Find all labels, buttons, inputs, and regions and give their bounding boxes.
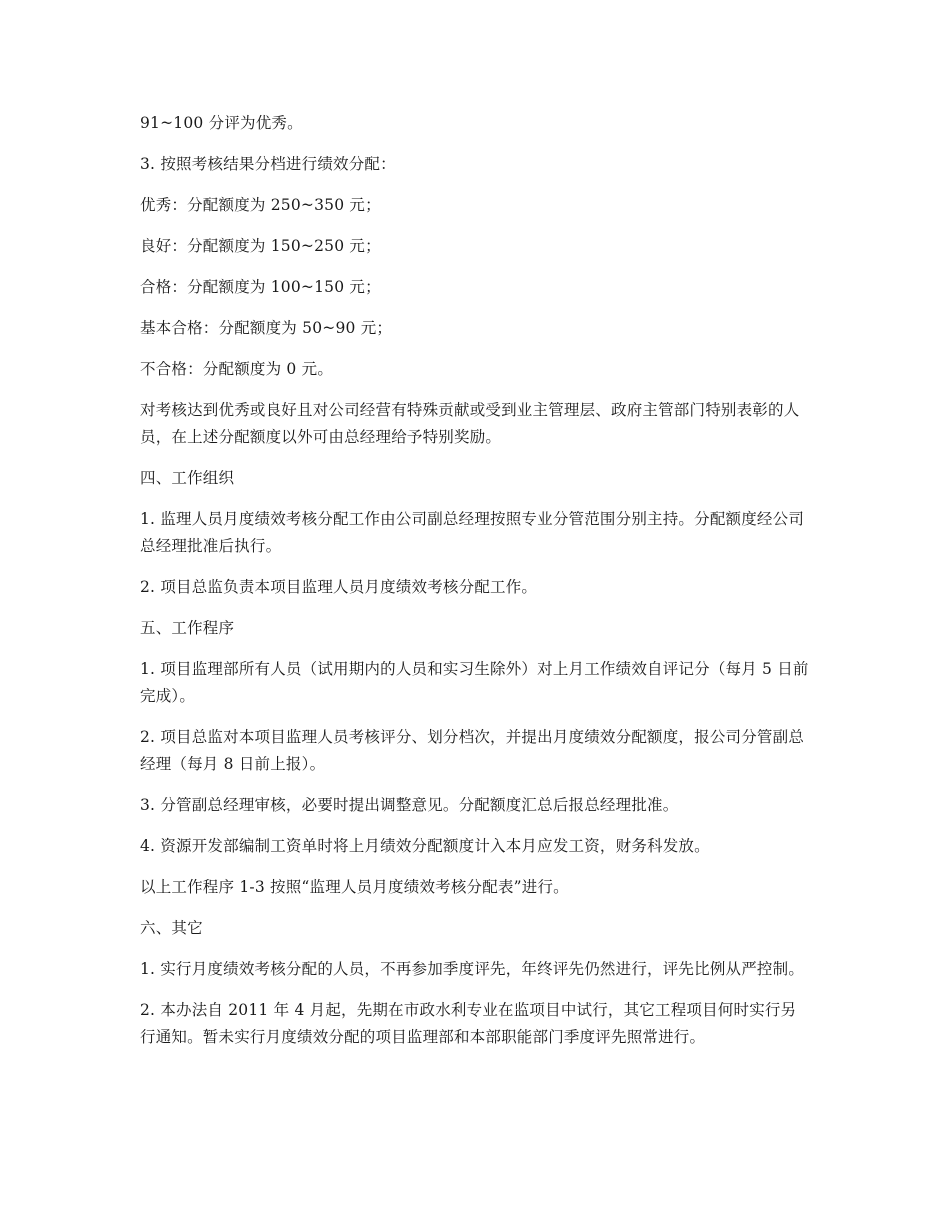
paragraph-other-2: 2. 本办法自 2011 年 4 月起，先期在市政水利专业在监项目中试行，其它工程项目何时实行另行通知。暂未实行月度绩效分配的项目监理部和本部职能部门季度评先照常进行。 [140, 1001, 797, 1046]
section-heading-procedure: 五、工作程序 [140, 619, 235, 637]
paragraph-excellent-range: 91~100 分评为优秀。 [140, 114, 303, 132]
paragraph-good-amount: 良好：分配额度为 150~250 元； [140, 237, 381, 255]
paragraph-procedure-note: 以上工作程序 1-3 按照“监理人员月度绩效考核分配表”进行。 [140, 878, 569, 896]
section-heading-organization: 四、工作组织 [140, 469, 235, 487]
paragraph-procedure-4: 4. 资源开发部编制工资单时将上月绩效分配额度计入本月应发工资，财务科发放。 [140, 837, 710, 855]
paragraph-excellent-amount: 优秀：分配额度为 250~350 元； [140, 196, 381, 214]
paragraph-basic-pass-amount: 基本合格：分配额度为 50~90 元； [140, 319, 393, 337]
paragraph-fail-amount: 不合格：分配额度为 0 元。 [140, 360, 334, 378]
paragraph-distribution-rule: 3. 按照考核结果分档进行绩效分配： [140, 155, 396, 173]
paragraph-organization-2: 2. 项目总监负责本项目监理人员月度绩效考核分配工作。 [140, 578, 538, 596]
paragraph-pass-amount: 合格：分配额度为 100~150 元； [140, 278, 381, 296]
paragraph-procedure-1: 1. 项目监理部所有人员（试用期内的人员和实习生除外）对上月工作绩效自评记分（每月 5 日前完成）。 [140, 660, 809, 705]
paragraph-special-reward: 对考核达到优秀或良好且对公司经营有特殊贡献或受到业主管理层、政府主管部门特别表彰的人员，在上述分配额度以外可由总经理给予特别奖励。 [140, 401, 800, 446]
section-heading-other: 六、其它 [140, 919, 203, 937]
paragraph-organization-1: 1. 监理人员月度绩效考核分配工作由公司副总经理按照专业分管范围分别主持。分配额度经公司总经理批准后执行。 [140, 510, 805, 555]
document-body [140, 110, 810, 1065]
paragraph-procedure-2: 2. 项目总监对本项目监理人员考核评分、划分档次，并提出月度绩效分配额度，报公司分管副总经理（每月 8 日前上报）。 [140, 728, 805, 773]
paragraph-procedure-3: 3. 分管副总经理审核，必要时提出调整意见。分配额度汇总后报总经理批准。 [140, 796, 679, 814]
paragraph-other-1: 1. 实行月度绩效考核分配的人员，不再参加季度评先，年终评先仍然进行，评先比例从严控制。 [140, 960, 805, 978]
